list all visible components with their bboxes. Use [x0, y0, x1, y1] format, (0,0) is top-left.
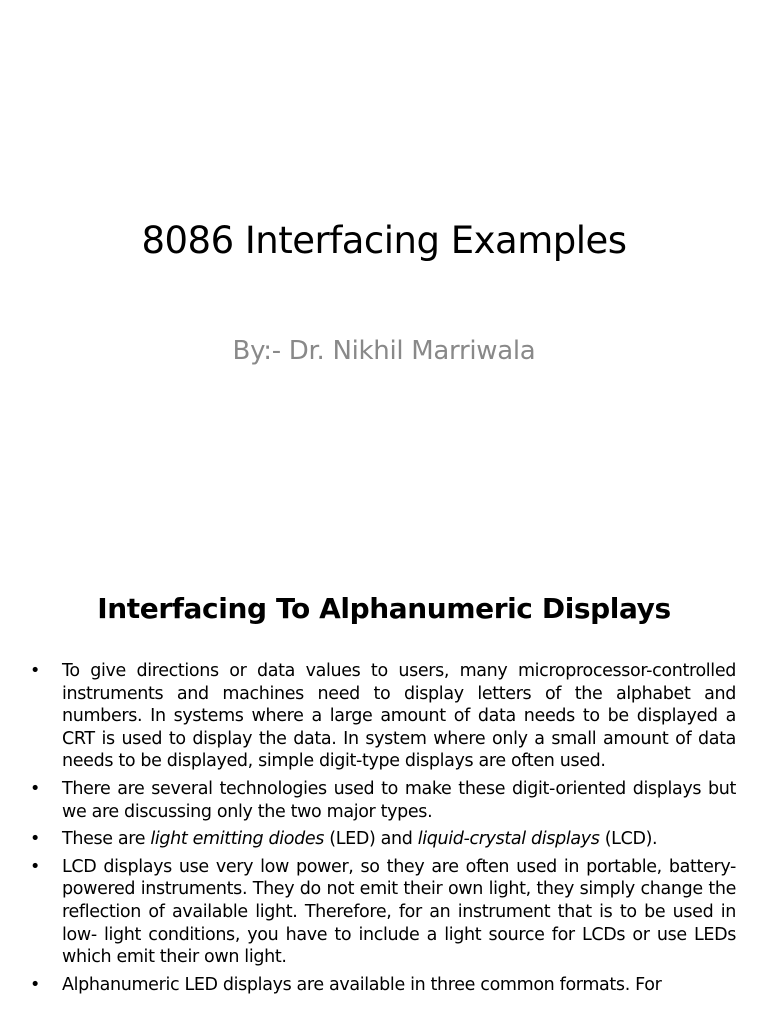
presentation-title: 8086 Interfacing Examples — [141, 219, 627, 262]
bullet-text: There are several technologies used to make these digit-oriented displays but we are discussing only the two major types. — [62, 778, 736, 822]
bullet-text: To give directions or data values to users, many microprocessor-controlled instruments and machines need to display letters of the alphabet and numbers. In systems where a large amount of data needs to be displayed a CRT is used to display the data. In system where only a small amount of data needs to be displayed, simple digit-type displays are often used. — [62, 661, 736, 772]
bullet-text-part: (LCD). — [599, 829, 658, 850]
bullet-icon: • — [30, 829, 40, 850]
bullet-list — [30, 660, 736, 1001]
bullet-item — [30, 856, 736, 969]
bullet-item — [30, 974, 736, 997]
author-subtitle: By:- Dr. Nikhil Marriwala — [232, 336, 536, 366]
bullet-text-part: These are — [62, 829, 151, 850]
bullet-text: Alphanumeric LED displays are available in three common formats. For — [62, 974, 662, 995]
bullet-icon: • — [30, 856, 40, 877]
bullet-text-part: (LED) and — [324, 829, 418, 850]
bullet-text: LCD displays use very low power, so they are often used in portable, battery- powered instruments. They do not emit their own light, they simply change the reflection of available light. Therefore, for an instrument that is to be used in low- light conditions, you have to include a light source for LCDs or use LEDs which emit their own light. — [62, 856, 736, 968]
slide-alphanumeric-displays — [0, 576, 768, 1024]
bullet-emphasis: light emitting diodes — [150, 829, 325, 850]
bullet-icon: • — [30, 661, 40, 681]
bullet-emphasis: liquid-crystal displays — [417, 829, 600, 850]
bullet-item — [30, 828, 736, 851]
bullet-icon: • — [30, 974, 40, 995]
bullet-item — [30, 778, 736, 823]
bullet-item — [30, 660, 736, 773]
slide-heading: Interfacing To Alphanumeric Displays — [97, 592, 671, 625]
bullet-icon: • — [30, 778, 40, 799]
